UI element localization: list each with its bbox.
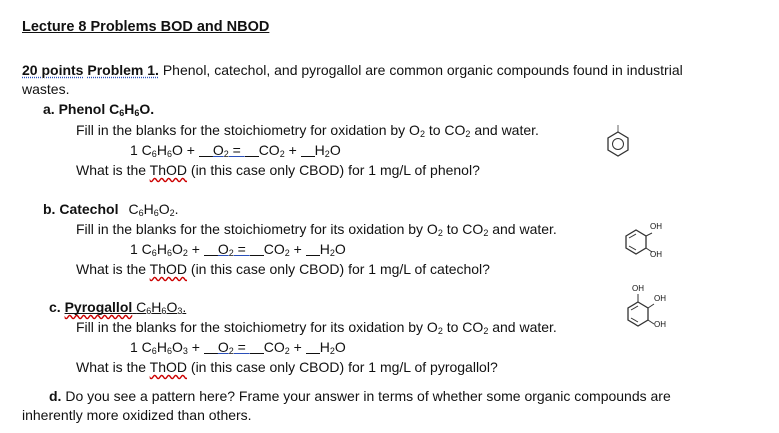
- part-b-question: What is the ThOD (in this case only CBOD) for 1 mg/L of catechol?: [76, 261, 490, 277]
- blank-co2-coefficient[interactable]: [250, 242, 264, 256]
- catechol-structure-image: [618, 222, 666, 266]
- part-a-equation: 1 $C_6H_6O + O_2 = CO_2 + H_2O$: [130, 142, 341, 159]
- blank-co2-coefficient[interactable]: [245, 143, 259, 157]
- blank-co2-coefficient[interactable]: [250, 340, 264, 354]
- part-c-instruction: Fill in the blanks for the stoichiometry for its oxidation by $O_2$ to $CO_2$ and water.: [76, 319, 557, 336]
- page-title: Lecture 8 Problems BOD and NBOD: [22, 19, 270, 35]
- part-b-heading: b. Catechol $C_6H_6O_2$.: [43, 201, 179, 218]
- part-c-question: What is the ThOD (in this case only CBOD) for 1 mg/L of pyrogallol?: [76, 359, 498, 375]
- part-b-equation: 1 $C_6H_6O_2 + O_2 = CO_2 + H_2O$: [130, 241, 346, 258]
- oh-label: OH: [650, 250, 662, 259]
- problem-intro-line1: [22, 61, 683, 79]
- blank-o2-coefficient[interactable]: [204, 340, 218, 354]
- part-a-instruction: Fill in the blanks for the stoichiometry for oxidation by $O_2$ to $CO_2$ and water.: [76, 122, 539, 139]
- oh-label: OH: [654, 320, 666, 329]
- phenol-structure-image: [604, 122, 632, 158]
- part-a-heading: a. Phenol $C_6H_6O$.: [43, 101, 155, 118]
- part-d-line2: inherently more oxidized than others.: [22, 407, 252, 423]
- blank-h2o-coefficient[interactable]: [301, 143, 315, 157]
- part-b-instruction: Fill in the blanks for the stoichiometry for its oxidation by $O_2$ to $CO_2$ and water.: [76, 221, 557, 238]
- blank-h2o-coefficient[interactable]: [306, 340, 320, 354]
- blank-o2-coefficient[interactable]: [199, 143, 213, 157]
- oh-label: OH: [632, 284, 644, 293]
- oh-label: OH: [650, 222, 662, 231]
- part-a-question: What is the ThOD (in this case only CBOD) for 1 mg/L of phenol?: [76, 162, 480, 178]
- intro-text-1: Phenol, catechol, and pyrogallol are common organic compounds found in industrial: [162, 62, 683, 78]
- blank-h2o-coefficient[interactable]: [306, 242, 320, 256]
- points-label: 20 points: [22, 62, 84, 78]
- oh-label: OH: [654, 294, 666, 303]
- intro-text-2: wastes.: [22, 81, 70, 97]
- part-c-equation: 1 $C_6H_6O_3 + O_2 = CO_2 + H_2O$: [130, 339, 346, 356]
- part-d-line1: d. Do you see a pattern here? Frame your answer in terms of whether some organic compounds are: [49, 388, 671, 404]
- part-c-heading: c. Pyrogallol $C_6H_6O_3$.: [49, 299, 187, 316]
- problem-label: Problem 1.: [87, 62, 159, 78]
- blank-o2-coefficient[interactable]: [204, 242, 218, 256]
